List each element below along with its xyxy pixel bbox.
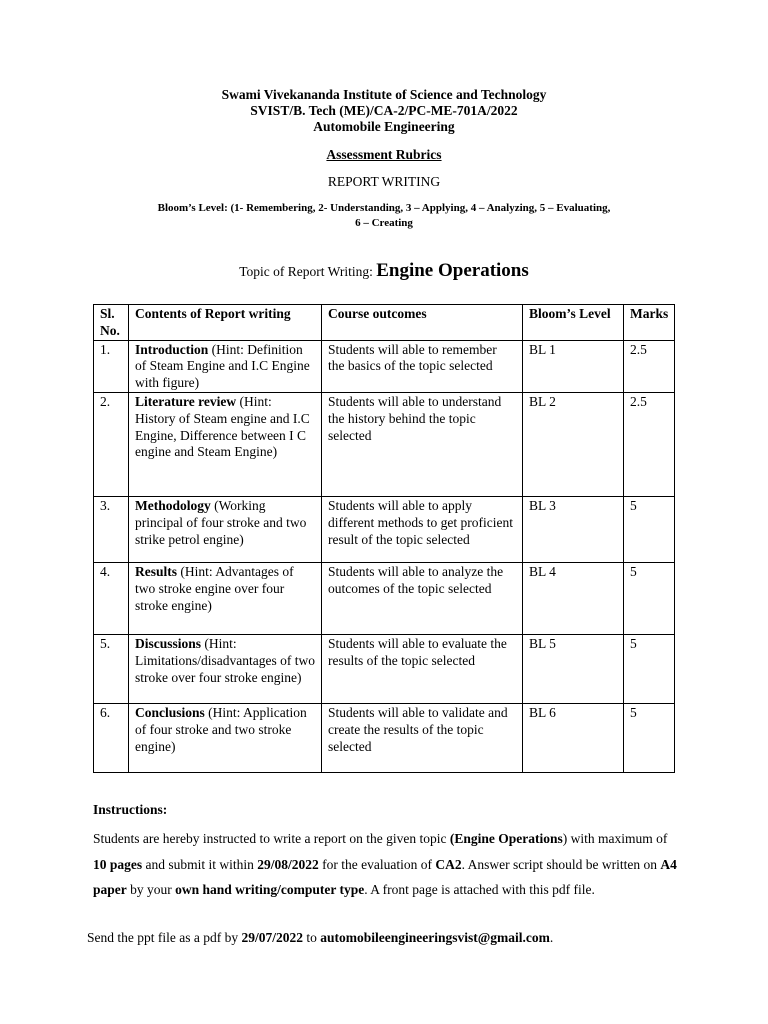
row-outcome: Students will able to understand the history behind the topic selected [322, 392, 523, 496]
row-marks: 5 [624, 496, 675, 562]
row-marks: 2.5 [624, 340, 675, 392]
instructions-heading: Instructions: [93, 802, 168, 817]
topic-label: Topic of Report Writing: [239, 264, 377, 279]
row-hint: (Working principal of four stroke and two strike petrol engine) [135, 497, 307, 547]
row-level: BL 3 [523, 496, 624, 562]
row-marks: 5 [624, 562, 675, 634]
row-outcome: Students will able to analyze the outcomes of the topic selected [322, 562, 523, 634]
row-title: Discussions [135, 635, 202, 651]
table-row [94, 703, 675, 772]
row-title: Literature review [135, 393, 237, 409]
row-hint: (Hint: Definition of Steam Engine and I.C Engine with figure) [135, 341, 310, 391]
instr-text: and submit it within [142, 856, 258, 872]
row-hint: (Hint: History of Steam engine and I.C Engine, Difference between I C engine and Steam Engine) [135, 393, 310, 460]
instr-text: for the evaluation of [318, 856, 436, 872]
institute-name: Swami Vivekananda Institute of Science and Technology [221, 87, 547, 102]
row-hint: (Hint: Limitations/disadvantages of two stroke over four stroke engine) [135, 635, 315, 685]
table-row [94, 340, 675, 392]
topic-value: Engine Operations [376, 260, 529, 281]
send-text: . [549, 930, 554, 945]
header-sl-no: Sl. No. [94, 305, 129, 341]
instr-text: ) with maximum of [562, 831, 668, 846]
instr-mode: own hand writing/computer type [175, 882, 365, 898]
blooms-legend-line1: Bloom’s Level: (1- Remembering, 2- Understanding, 3 – Applying, 4 – Analyzing, 5 – Evaluating, [157, 202, 611, 214]
row-content [129, 634, 322, 703]
rubrics-table [93, 304, 675, 773]
header-outcomes: Course outcomes [322, 305, 523, 341]
row-number: 5. [94, 634, 129, 703]
email-address: automobileengineeringsvist@gmail.com [320, 930, 550, 945]
report-subtitle: REPORT WRITING [327, 174, 441, 189]
row-number: 4. [94, 562, 129, 634]
row-content [129, 340, 322, 392]
row-title: Introduction [135, 341, 209, 357]
row-content [129, 392, 322, 496]
row-content [129, 496, 322, 562]
row-number: 2. [94, 392, 129, 496]
row-title: Conclusions [135, 704, 205, 720]
row-number: 3. [94, 496, 129, 562]
row-marks: 5 [624, 634, 675, 703]
instr-ca: CA2 [435, 856, 462, 872]
topic-line [0, 260, 768, 282]
header-marks: Marks [624, 305, 675, 341]
blooms-legend-line2: 6 – Creating [355, 217, 413, 229]
row-outcome: Students will able to evaluate the results of the topic selected [322, 634, 523, 703]
table-row [94, 392, 675, 496]
instr-deadline: 29/08/2022 [257, 856, 319, 872]
instr-text: . Answer script should be written on [461, 856, 661, 872]
row-level: BL 4 [523, 562, 624, 634]
row-marks: 5 [624, 703, 675, 772]
row-hint: (Hint: Advantages of two stroke engine over four stroke engine) [135, 563, 294, 613]
table-row [94, 634, 675, 703]
instr-text: . A front page is attached with this pdf file. [364, 882, 595, 898]
table-row [94, 562, 675, 634]
row-outcome: Students will able to apply different methods to get proficient result of the topic selected [322, 496, 523, 562]
header-contents: Contents of Report writing [129, 305, 322, 341]
row-marks: 2.5 [624, 392, 675, 496]
row-title: Methodology [135, 497, 211, 513]
department-name: Automobile Engineering [313, 119, 455, 134]
header-blooms-level: Bloom’s Level [523, 305, 624, 341]
send-instruction [87, 930, 553, 946]
send-text: to [302, 930, 321, 945]
instr-paper: A4 paper [93, 856, 677, 898]
instr-topic: (Engine Operations [449, 831, 563, 846]
row-level: BL 6 [523, 703, 624, 772]
row-title: Results [135, 563, 178, 579]
table-row [94, 496, 675, 562]
send-date: 29/07/2022 [241, 930, 303, 945]
row-number: 1. [94, 340, 129, 392]
course-code: SVIST/B. Tech (ME)/CA-2/PC-ME-701A/2022 [250, 103, 518, 118]
row-hint: (Hint: Application of four stroke and two stroke engine) [135, 704, 307, 754]
row-level: BL 5 [523, 634, 624, 703]
send-text: Send the ppt file as a pdf by [87, 930, 242, 945]
table-header-row [94, 305, 675, 341]
instr-pages: 10 pages [93, 856, 143, 872]
row-number: 6. [94, 703, 129, 772]
instr-text: Students are hereby instructed to write a report on the given topic [93, 831, 450, 846]
row-level: BL 1 [523, 340, 624, 392]
row-outcome: Students will able to validate and create the results of the topic selected [322, 703, 523, 772]
rubrics-title: Assessment Rubrics [326, 147, 442, 162]
row-level: BL 2 [523, 392, 624, 496]
row-content [129, 562, 322, 634]
row-outcome: Students will able to remember the basics of the topic selected [322, 340, 523, 392]
row-content [129, 703, 322, 772]
instructions-paragraph [93, 826, 683, 903]
instr-text: by your [126, 882, 176, 898]
